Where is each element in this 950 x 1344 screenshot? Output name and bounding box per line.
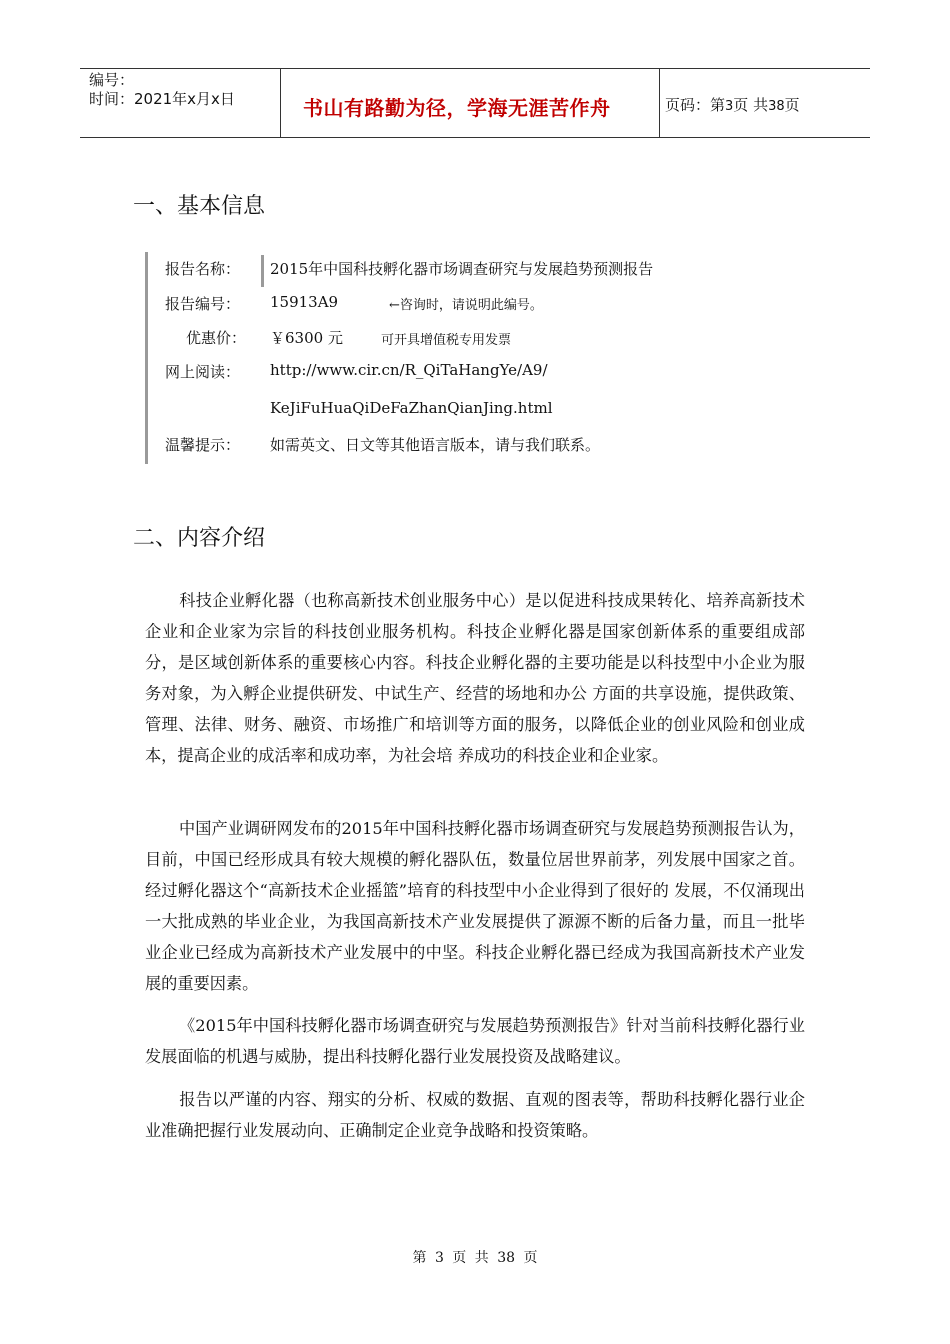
page-indicator bbox=[665, 94, 800, 115]
price-value: ￥6300 元 bbox=[270, 329, 343, 347]
info-divider bbox=[261, 255, 264, 287]
price-note: 可开具增值税专用发票 bbox=[381, 333, 512, 348]
motto: 书山有路勤为径，学海无涯苦作舟 bbox=[303, 96, 611, 120]
page-prefix: 页码：第 bbox=[665, 96, 726, 114]
price-label: 优惠价： bbox=[186, 329, 247, 347]
report-code-label: 报告编号： bbox=[165, 295, 241, 313]
report-name-value: 2015年中国科技孵化器市场调查研究与发展趋势预测报告 bbox=[270, 260, 654, 278]
page-total: 38 bbox=[768, 99, 785, 114]
page-current: 3 bbox=[725, 99, 734, 114]
document-date: 时间：2021年x月x日 bbox=[89, 90, 235, 108]
online-read-link-line1[interactable]: http://www.cir.cn/R_QiTaHangYe/A9/ bbox=[270, 361, 548, 379]
page-footer: 第 3 页 共 38 页 bbox=[412, 1250, 538, 1266]
paragraph-text: 《2015年中国科技孵化器市场调查研究与发展趋势预测报告》针对当前科技孵化器行业发展面临的机遇与威胁，提出科技孵化器行业发展投资及战略建议。 bbox=[145, 1016, 805, 1066]
page-suffix: 页 bbox=[784, 96, 800, 114]
header-meta bbox=[80, 69, 281, 137]
tip-value: 如需英文、日文等其他语言版本，请与我们联系。 bbox=[270, 436, 601, 454]
paragraph-text: 科技企业孵化器（也称高新技术创业服务中心）是以促进科技成果转化、培养高新技术企业和企业家为宗旨的科技创业服务机构。科技企业孵化器是国家创新体系的重要组成部分，是区域创新体系的重要核心内容。科技企业孵化器的主要功能是以科技型中小企业为服务对象，为入孵企业提供研发、中试生产、经营的场地和办公 方面的共享设施，提供政策、管理、法律、财务、融资、市场推广和培训等方面的服务，以降低企业的创业风险和创业成本，提高企业的成活率和成功率，为社会培 养成功的科技企业和企业家。 bbox=[145, 591, 805, 765]
page-middle: 页 共 bbox=[733, 96, 769, 114]
section-title-basic-info: 一、基本信息 bbox=[133, 194, 266, 219]
online-read-label: 网上阅读： bbox=[165, 363, 241, 381]
paragraph-text: 报告以严谨的内容、翔实的分析、权威的数据、直观的图表等，帮助科技孵化器行业企业准确把握行业发展动向、正确制定企业竞争战略和投资策略。 bbox=[145, 1090, 805, 1140]
report-code-value: 15913A9 bbox=[270, 293, 339, 311]
page-header bbox=[80, 68, 870, 138]
header-motto-cell bbox=[281, 69, 660, 137]
content-paragraph bbox=[145, 1084, 805, 1146]
online-read-link-line2[interactable]: KeJiFuHuaQiDeFaZhanQianJing.html bbox=[270, 399, 553, 417]
header-page-cell bbox=[663, 69, 868, 137]
report-code-note: ←咨询时，请说明此编号。 bbox=[389, 298, 543, 313]
report-name-label: 报告名称： bbox=[165, 260, 241, 278]
content-paragraph bbox=[145, 1010, 805, 1072]
basic-info-block bbox=[145, 252, 768, 464]
content-paragraph bbox=[145, 813, 805, 999]
section-title-content: 二、内容介绍 bbox=[133, 526, 266, 551]
tip-label: 温馨提示： bbox=[165, 436, 241, 454]
paragraph-text: 中国产业调研网发布的2015年中国科技孵化器市场调查研究与发展趋势预测报告认为，目前，中国已经形成具有较大规模的孵化器队伍，数量位居世界前茅，列发展中国家之首。经过孵化器这个“高新技术企业摇篮”培育的科技型中小企业得到了很好的 发展，不仅涌现出一大批成熟的毕业企业，为我国高新技术产业发展提供了源源不断的后备力量，而且一批毕业企业已经成为高新技术产业发展中的中坚。科技企业孵化器已经成为我国高新技术产业发展的重要因素。 bbox=[145, 819, 805, 993]
content-paragraph bbox=[145, 585, 805, 771]
document-number-label: 编号： bbox=[89, 71, 135, 89]
